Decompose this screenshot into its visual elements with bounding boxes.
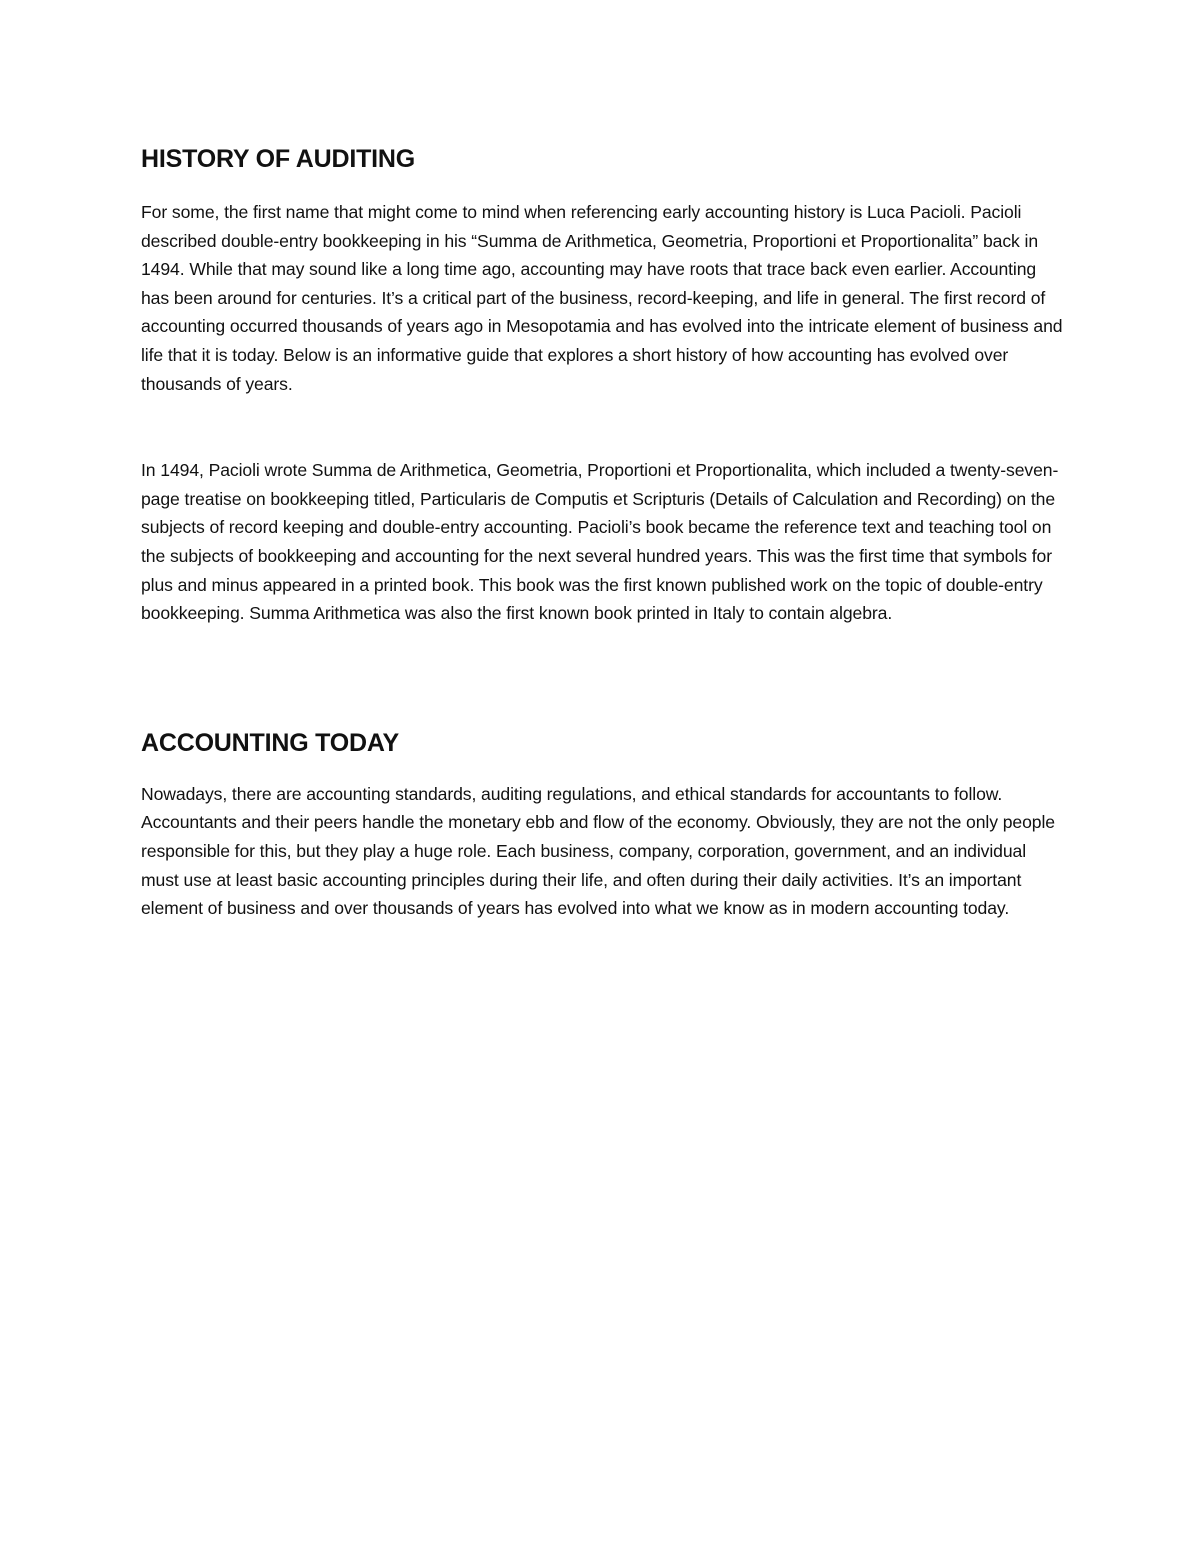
section-heading-accounting-today: ACCOUNTING TODAY — [141, 728, 399, 757]
document-body — [141, 142, 1066, 923]
paragraph-accounting-today: Nowadays, there are accounting standards, auditing regulations, and ethical standards for accountants to follow. Accountants and their peers handle the monetary ebb and flow of the economy. Obviously, they are not the only people responsible for this, but they play a huge role. Each business, company, corporation, government, and an individual must use at least basic accounting principles during their life, and often during their daily activities. It’s an important element of business and over thousands of years has evolved into what we know as in modern accounting today. — [141, 783, 1055, 919]
section-heading-history-of-auditing: HISTORY OF AUDITING — [141, 145, 415, 173]
paragraph-history-intro: For some, the first name that might come to mind when referencing early accounting history is Luca Pacioli. Pacioli described double-entry bookkeeping in his “Summa de Arithmetica, Geometria, Proportioni et Proportionalita” back in 1494. While that may sound like a long time ago, accounting may have roots that trace back even earlier. Accounting has been around for centuries. It’s a critical part of the business, record-keeping, and life in general. The first record of accounting occurred thousands of years ago in Mesopotamia and has evolved into the intricate element of business and life that it is today. Below is an informative guide that explores a short history of how accounting has evolved over thousands of years. — [141, 202, 1063, 394]
paragraph-pacioli-1494: In 1494, Pacioli wrote Summa de Arithmetica, Geometria, Proportioni et Proportionalita, which included a twenty-seven-page treatise on bookkeeping titled, Particularis de Computis et Scripturis (Details of Calculation and Recording) on the subjects of record keeping and double-entry accounting. Pacioli’s book became the reference text and teaching tool on the subjects of bookkeeping and accounting for the next several hundred years. This was the first time that symbols for plus and minus appeared in a printed book. This book was the first known published work on the topic of double-entry bookkeeping. Summa Arithmetica was also the first known book printed in Italy to contain algebra. — [141, 460, 1059, 624]
